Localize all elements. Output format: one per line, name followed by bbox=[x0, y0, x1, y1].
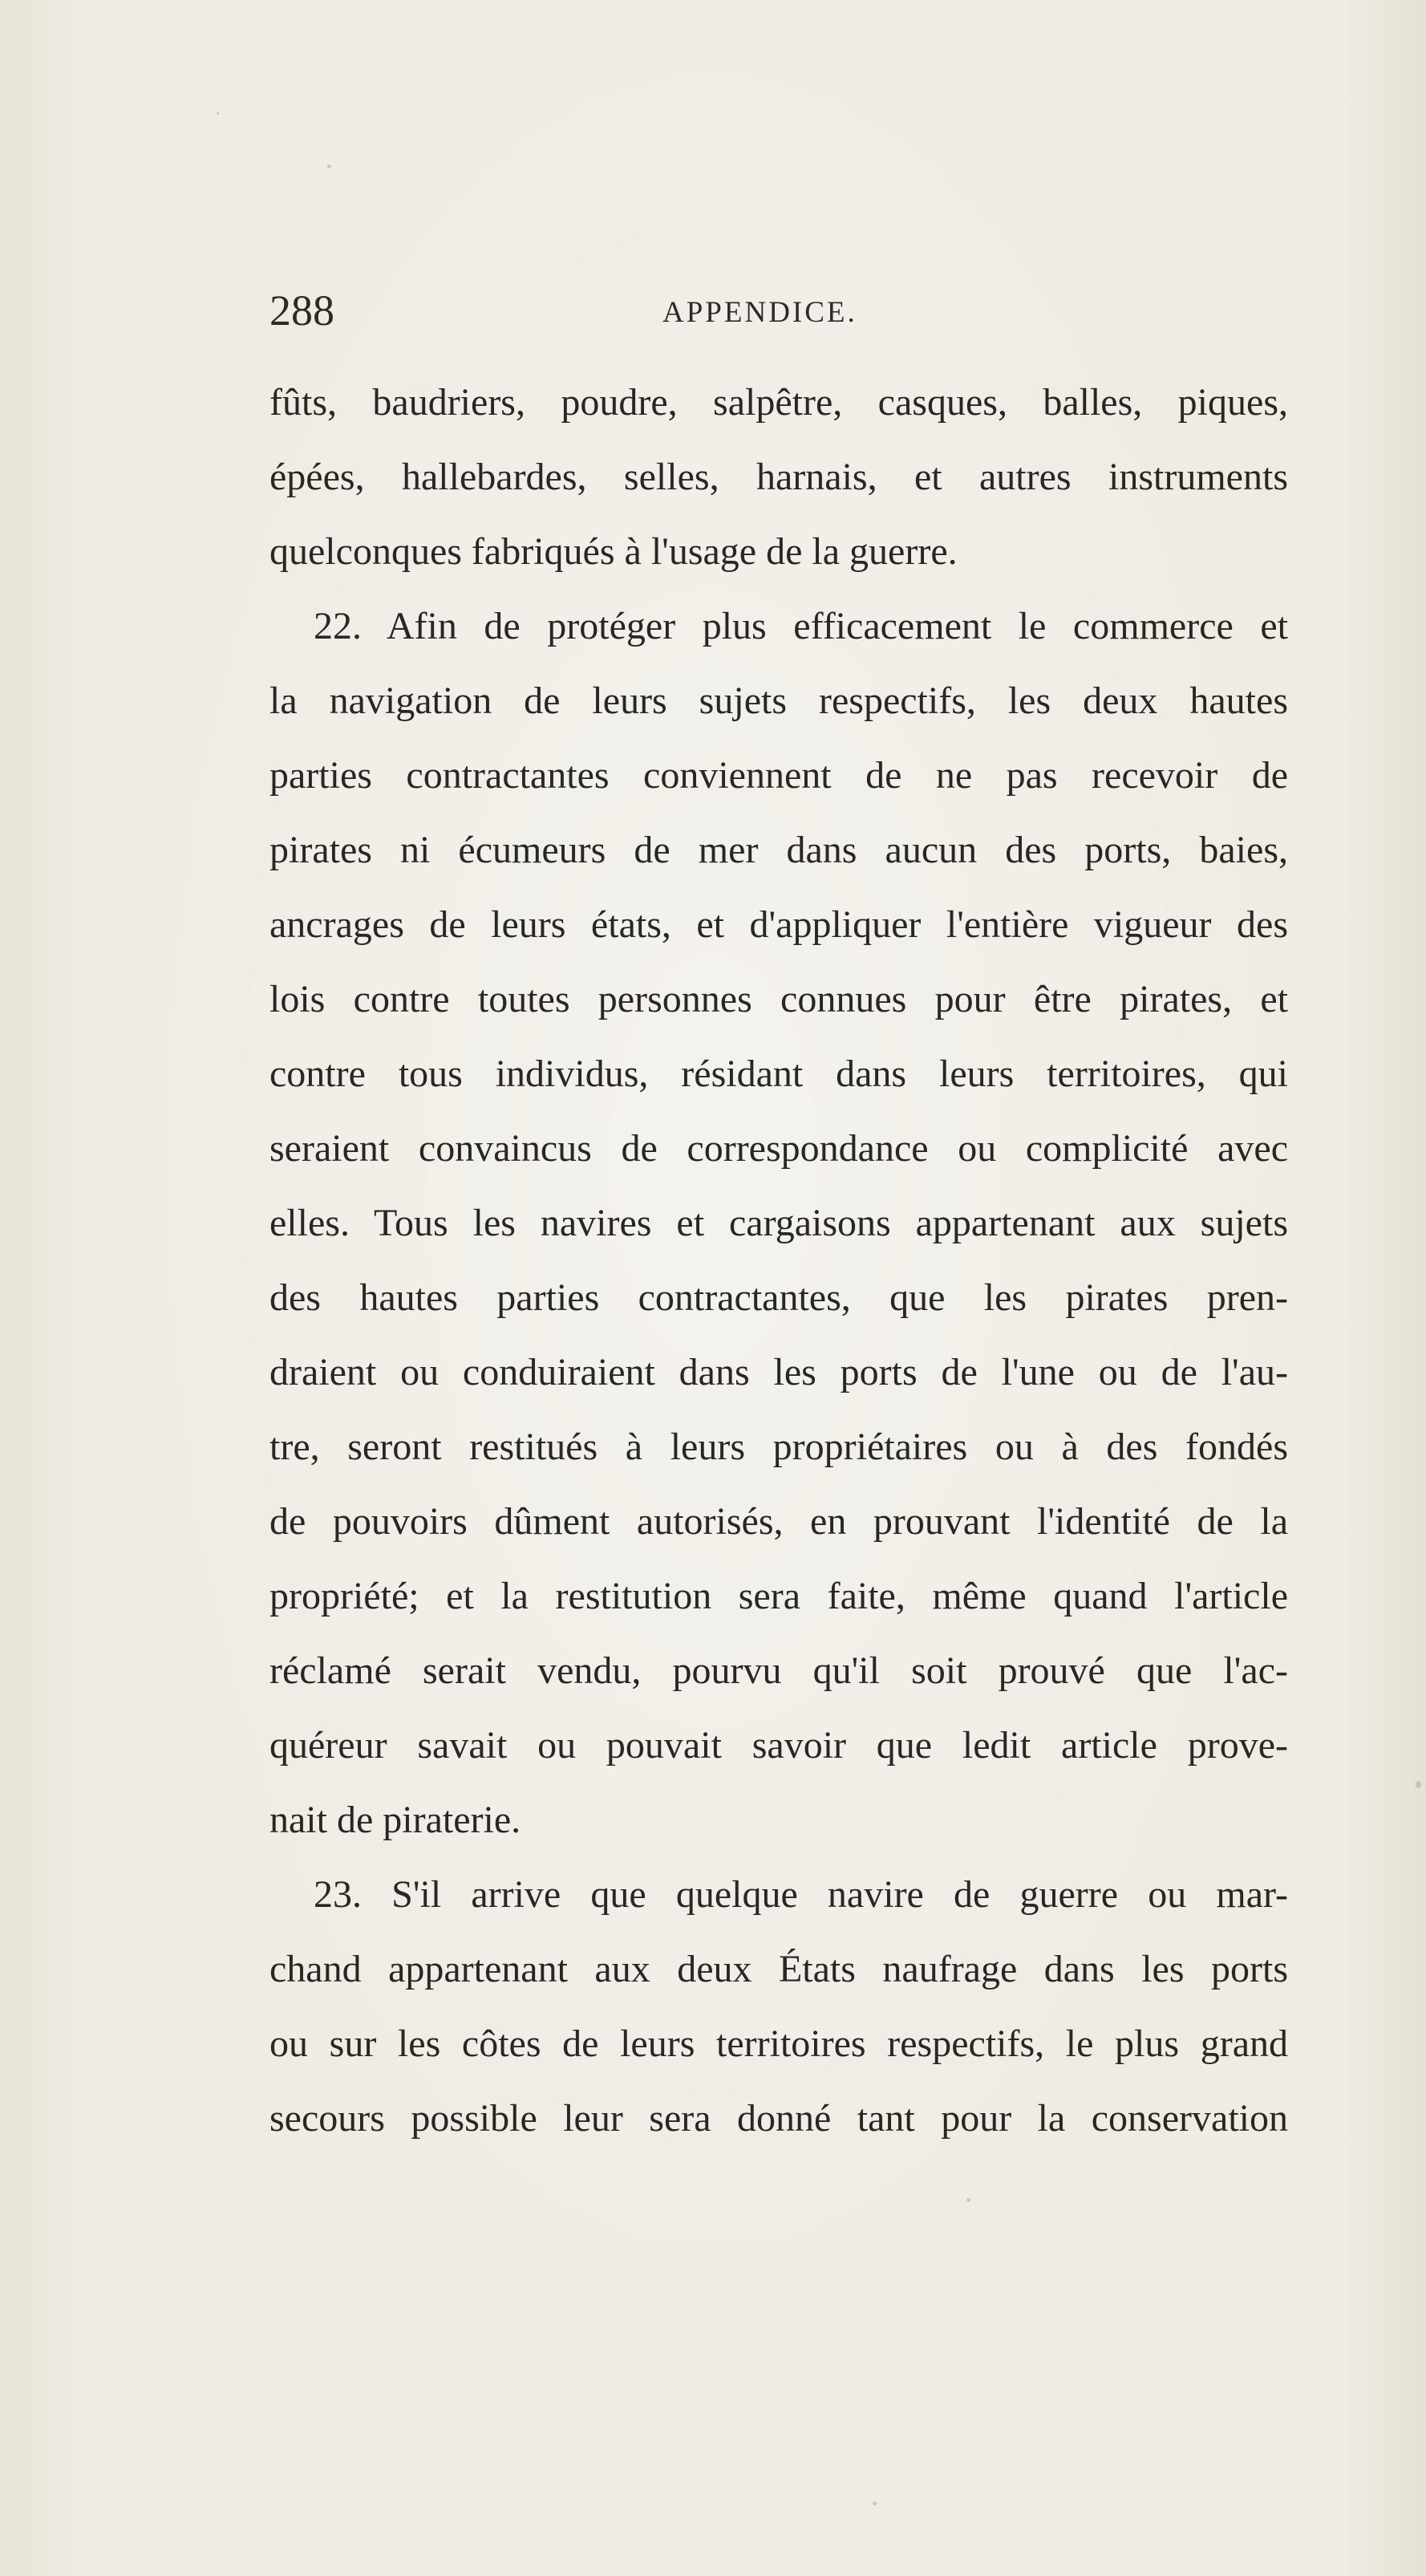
text-line: seraient convaincus de correspondance ou complicité avec bbox=[269, 1127, 1288, 1170]
text-line: de pouvoirs dûment autorisés, en prouvant l'identité de la bbox=[269, 1500, 1288, 1543]
text-line: ou sur les côtes de leurs territoires respectifs, le plus grand bbox=[269, 2022, 1288, 2065]
body-text bbox=[269, 365, 1288, 2156]
paper-speck bbox=[217, 112, 219, 115]
text-line: la navigation de leurs sujets respectifs, les deux hautes bbox=[269, 679, 1288, 722]
paragraph-22-start: 22. Afin de protéger plus efficacement le commerce et bbox=[314, 605, 1288, 647]
paper-speck bbox=[873, 2501, 877, 2505]
text-line: propriété; et la restitution sera faite, même quand l'article bbox=[269, 1575, 1288, 1617]
text-line: elles. Tous les navires et cargaisons appartenant aux sujets bbox=[269, 1202, 1288, 1244]
text-line: quéreur savait ou pouvait savoir que ledit article prove- bbox=[269, 1724, 1288, 1767]
text-line: draient ou conduiraient dans les ports de l'une ou de l'au- bbox=[269, 1351, 1288, 1393]
page-number: 288 bbox=[269, 286, 334, 335]
text-line: quelconques fabriqués à l'usage de la guerre. bbox=[269, 530, 958, 573]
text-line: nait de piraterie. bbox=[269, 1799, 521, 1841]
text-line: pirates ni écumeurs de mer dans aucun des ports, baies, bbox=[269, 829, 1288, 871]
text-line: lois contre toutes personnes connues pour être pirates, et bbox=[269, 978, 1288, 1020]
text-line: réclamé serait vendu, pourvu qu'il soit prouvé que l'ac- bbox=[269, 1649, 1288, 1692]
text-line: parties contractantes conviennent de ne pas recevoir de bbox=[269, 754, 1288, 797]
text-line: des hautes parties contractantes, que les pirates pren- bbox=[269, 1276, 1288, 1319]
text-line: épées, hallebardes, selles, harnais, et autres instruments bbox=[269, 456, 1288, 498]
text-line: chand appartenant aux deux États naufrage dans les ports bbox=[269, 1948, 1288, 1990]
paper-speck bbox=[327, 164, 331, 168]
page-header bbox=[269, 282, 1288, 339]
paragraph-23-start: 23. S'il arrive que quelque navire de guerre ou mar- bbox=[314, 1873, 1288, 1916]
text-line: secours possible leur sera donné tant pour la conservation bbox=[269, 2097, 1288, 2140]
paper-speck bbox=[1416, 1781, 1421, 1788]
text-line: fûts, baudriers, poudre, salpêtre, casques, balles, piques, bbox=[269, 381, 1288, 424]
paper-speck bbox=[966, 2198, 970, 2202]
text-line: contre tous individus, résidant dans leurs territoires, qui bbox=[269, 1053, 1288, 1095]
running-title: APPENDICE. bbox=[662, 296, 857, 329]
text-line: ancrages de leurs états, et d'appliquer l'entière vigueur des bbox=[269, 903, 1288, 946]
text-line: tre, seront restitués à leurs propriétaires ou à des fondés bbox=[269, 1426, 1288, 1468]
